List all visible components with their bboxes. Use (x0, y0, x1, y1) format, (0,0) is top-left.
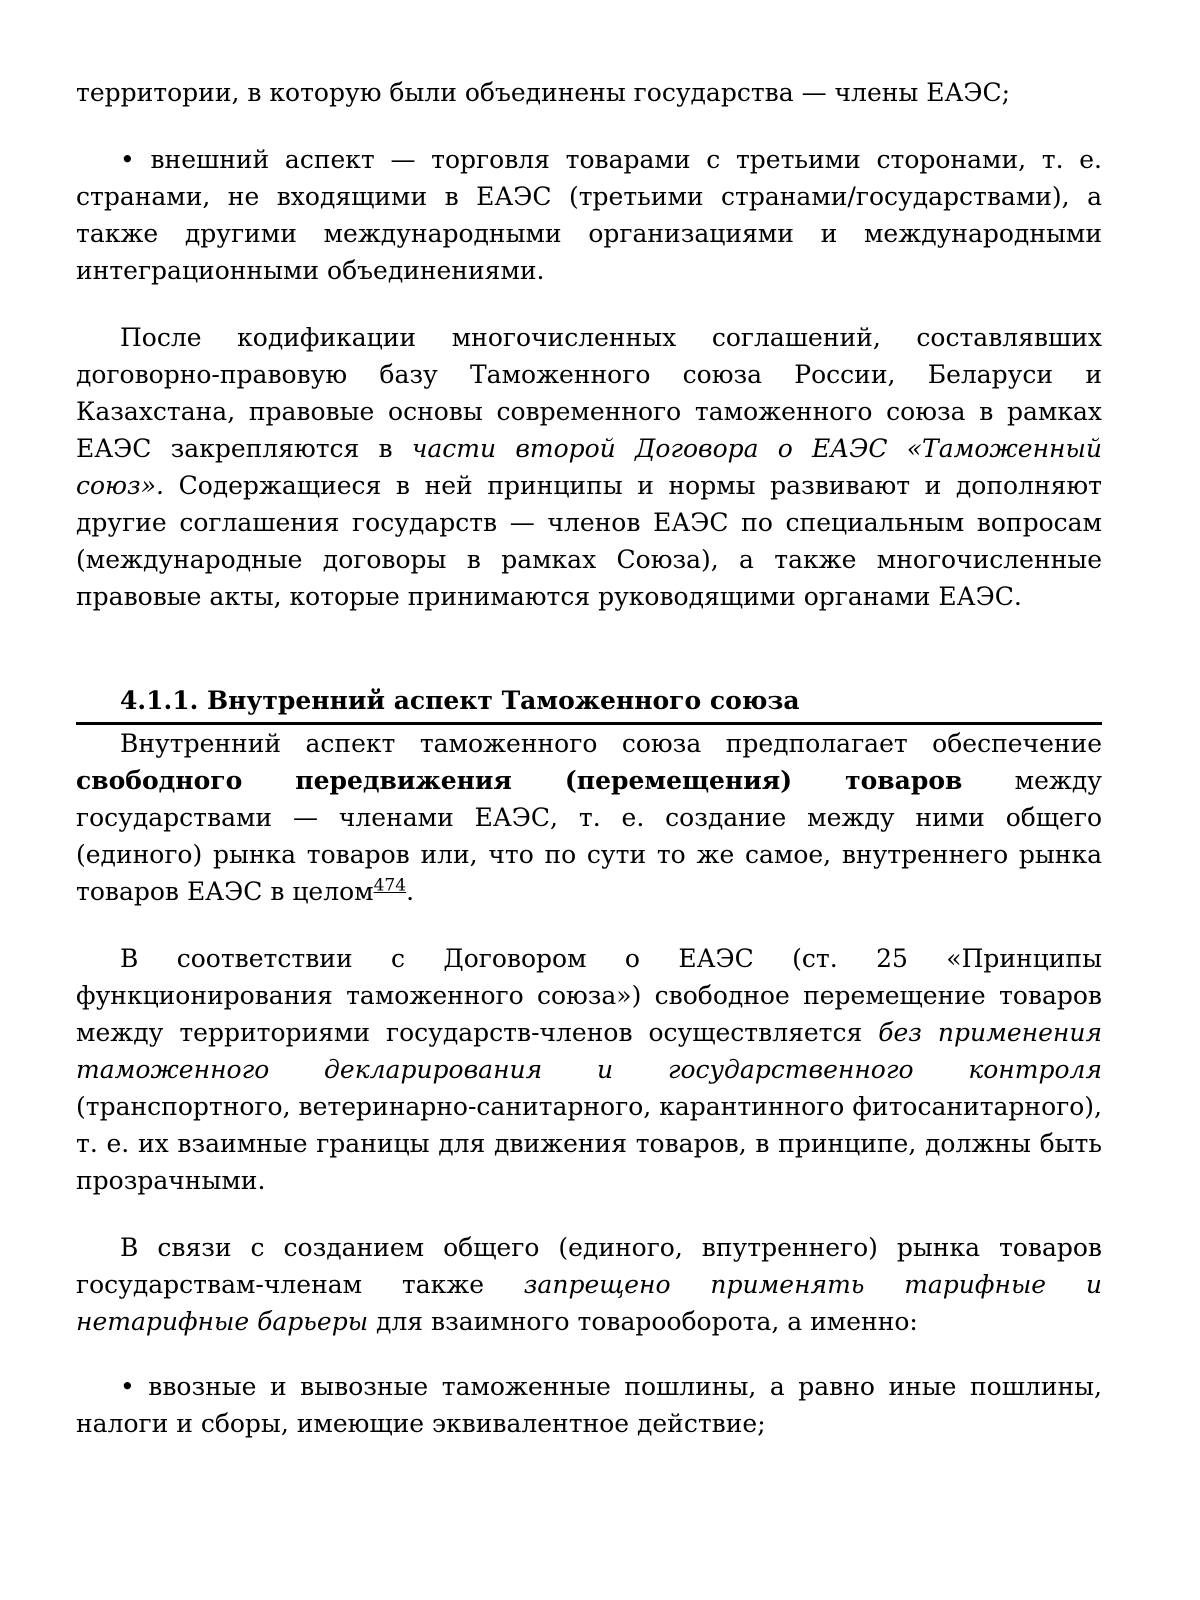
accordance-text-after: (транспортного, ветеринарно-санитарного, карантинного фитосанитарного), т. е. их взаимные границы для движения товаров, в принципе, должны быть прозрачными. (76, 1092, 1102, 1195)
codification-italic: части второй Договора о ЕАЭС «Таможенный союз». (76, 434, 1102, 500)
document-page (76, 0, 1102, 1442)
accordance-italic: без применения таможенного декларирования и государственного контроля (76, 1018, 1102, 1084)
barriers-italic: запрещено применять тарифные и нетарифные барьеры (76, 1270, 1102, 1336)
paragraph-codification (76, 319, 1102, 615)
section-heading: 4.1.1. Внутренний аспект Таможенного союза (76, 682, 1102, 725)
paragraph-accordance (76, 940, 1102, 1199)
codification-text-before: После кодификации многочисленных соглашений, составлявших договорно-правовую базу Таможенного союза России, Беларуси и Казахстана, правовые основы современного таможенного союза в рамках ЕАЭС закрепляются в (76, 323, 1102, 463)
internal-text-before: Внутренний аспект таможенного союза предполагает обеспечение (120, 729, 1102, 758)
codification-text-after: Содержащиеся в ней принципы и нормы развивают и дополняют другие соглашения государств — членов ЕАЭС по специальным вопросам (международные договоры в рамках Союза), а также многочисленные правовые акты, которые принимаются руководящими органами ЕАЭС. (76, 471, 1102, 611)
internal-text-after: между государствами — членами ЕАЭС, т. е. создание между ними общего (единого) рынка товаров или, что по сути то же самое, внутреннего рынка товаров ЕАЭС в целом (76, 766, 1102, 906)
footnote-link[interactable]: 474 (373, 875, 407, 896)
paragraph-barriers (76, 1229, 1102, 1340)
internal-end: . (406, 877, 415, 906)
footnote-ref (374, 876, 406, 896)
paragraph-internal-aspect (76, 725, 1102, 910)
bullet-external-aspect: • внешний аспект — торговля товарами с третьими сторонами, т. е. странами, не входящими в ЕАЭС (третьими странами/государствами), а также другими международными организациями и международными интеграционными объединениями. (76, 145, 1102, 285)
bullet-duties: • ввозные и вывозные таможенные пошлины, а равно иные пошлины, налоги и сборы, имеющие эквивалентное действие; (76, 1372, 1102, 1438)
barriers-text-after: для взаимного товарооборота, а именно: (368, 1307, 918, 1336)
internal-bold: свободного передвижения (перемещения) товаров (76, 766, 963, 795)
accordance-text-before: В соответствии с Договором о ЕАЭС (ст. 25 «Принципы функционирования таможенного союза») свободное перемещение товаров между территориями государств-членов осуществляется (76, 944, 1102, 1047)
barriers-text-before: В связи с созданием общего (единого, впутреннего) рынка товаров государствам-членам также (76, 1233, 1102, 1299)
paragraph-territory: территории, в которую были объединены государства — члены ЕАЭС; (76, 78, 1011, 107)
